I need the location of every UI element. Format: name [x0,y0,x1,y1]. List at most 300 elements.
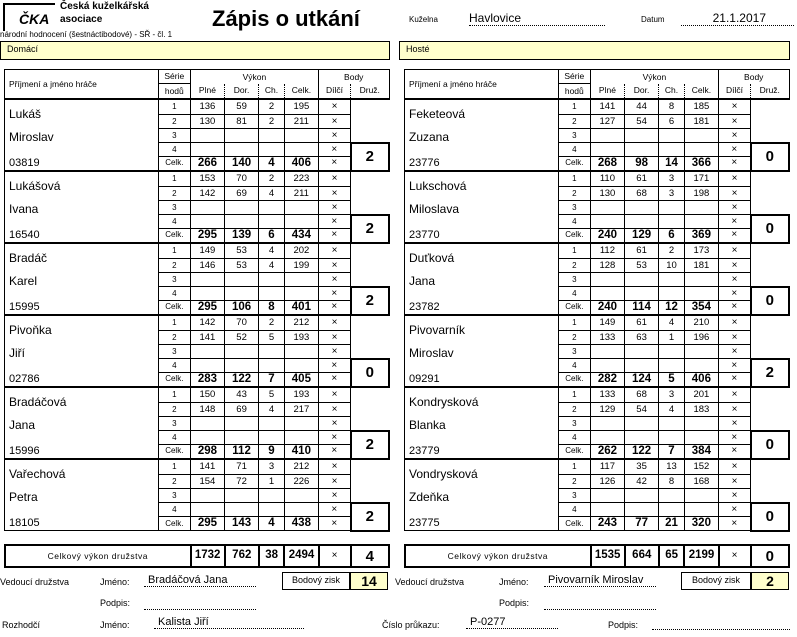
series-value [284,129,318,143]
series-number: 2 [158,475,190,489]
table-row [5,373,390,387]
partial-point-cross: × [718,187,750,201]
series-value: 1 [659,331,685,345]
table-row [405,129,790,143]
series-value [190,489,224,503]
series-value [284,417,318,431]
series-value [625,287,659,301]
series-value: 181 [684,259,718,273]
total-row-label: Celk. [158,229,190,243]
player-reg-number: 23770 [405,229,559,243]
partial-point-cross: × [318,403,350,417]
total-value: 410 [284,445,318,459]
summary-cross: × [719,545,751,567]
series-value [284,273,318,287]
partial-point-cross: × [718,287,750,301]
team-points-spacer [751,99,790,143]
series-value [684,417,718,431]
table-row [5,171,390,187]
series-value: 69 [225,403,259,417]
player-column-header: Příjmení a jméno hráče [405,70,559,99]
table-row [405,301,790,315]
series-value: 168 [684,475,718,489]
series-value [684,143,718,157]
table-row [5,387,390,403]
total-value: 243 [590,517,624,531]
table-row [5,243,390,259]
partial-point-cross: × [318,459,350,475]
total-value: 122 [625,445,659,459]
series-value [259,417,285,431]
series-value: 173 [684,243,718,259]
series-value [625,489,659,503]
table-row [5,315,390,331]
home-sign-label: Podpis: [100,598,131,608]
home-summary-table [4,544,390,568]
player-surname: Lukáš [5,99,159,129]
player-first-name: Miroslav [405,345,559,373]
competition-line: národní hodnocení (šestnáctibodové) - SŘ - čl. 1 [0,30,173,39]
series-value: 4 [259,403,285,417]
series-value [284,431,318,445]
partial-point-cross: × [318,387,350,403]
table-row [405,387,790,403]
total-value: 406 [284,157,318,171]
series-value [284,215,318,229]
series-value [225,129,259,143]
series-number: 3 [158,273,190,287]
series-value: 149 [190,243,224,259]
table-row [405,345,790,359]
referee-label: Rozhodčí [2,620,41,630]
series-value: 1 [259,475,285,489]
partial-point-cross: × [718,273,750,287]
summary-label: Celkový výkon družstva [5,545,191,567]
series-value [625,417,659,431]
series-value: 70 [225,171,259,187]
player-first-name: Karel [5,273,159,301]
player-column-header: Příjmení a jméno hráče [5,70,159,99]
table-row [5,345,390,359]
series-value [590,143,624,157]
full-column-header: Plné [590,84,624,99]
series-value [590,215,624,229]
total-row-label: Celk. [158,373,190,387]
total-value: 354 [684,301,718,315]
series-value: 127 [590,115,624,129]
series-value: 2 [659,243,685,259]
table-row [405,459,790,475]
series-value [225,345,259,359]
series-value: 4 [259,187,285,201]
player-reg-number: 18105 [5,517,159,531]
player-surname: Vařechová [5,459,159,489]
series-value: 61 [625,171,659,187]
date-value: 21.1.2017 [681,11,794,26]
series-value [590,287,624,301]
series-number: 3 [558,489,590,503]
points-column-header: Body [318,70,389,84]
total-value: 268 [590,157,624,171]
series-number: 3 [158,129,190,143]
table-row [405,99,790,115]
partial-point-cross: × [718,489,750,503]
series-value: 44 [625,99,659,115]
series-number: 2 [558,187,590,201]
series-value: 193 [284,331,318,345]
series-value: 212 [284,315,318,331]
series-number: 1 [558,171,590,187]
table-row [405,315,790,331]
series-value [684,503,718,517]
series-value: 202 [284,243,318,259]
series-number: 4 [158,215,190,229]
team-points-spacer [751,243,790,287]
series-value [225,215,259,229]
partial-point-cross: × [318,229,350,243]
performance-column-header: Výkon [590,70,718,84]
player-surname: Kondrysková [405,387,559,417]
series-value [625,129,659,143]
series-value [190,287,224,301]
series-number: 3 [558,129,590,143]
total-value: 9 [259,445,285,459]
team-points-spacer [351,315,390,359]
series-value: 150 [190,387,224,403]
series-number: 2 [558,115,590,129]
table-row [405,157,790,171]
series-value: 6 [659,115,685,129]
misses-column-header: Ch. [659,84,685,99]
series-value: 4 [659,315,685,331]
series-value [659,431,685,445]
series-number: 2 [558,475,590,489]
series-number: 4 [158,431,190,445]
series-value [225,359,259,373]
team-points-spacer [351,243,390,287]
header-row [405,70,790,84]
total-value: 114 [625,301,659,315]
series-value [190,215,224,229]
total-value: 298 [190,445,224,459]
header-row [5,70,390,84]
team-points-value: 2 [351,215,390,243]
player-first-name: Zuzana [405,129,559,157]
table-row [405,417,790,431]
series-number: 1 [558,99,590,115]
total-column-header: Celk. [684,84,718,99]
series-number: 3 [158,345,190,359]
series-number: 2 [158,259,190,273]
total-value: 98 [625,157,659,171]
team-points-value: 2 [351,431,390,459]
series-value: 146 [190,259,224,273]
referee-sign-label: Podpis: [608,620,639,630]
series-value: 130 [590,187,624,201]
total-value: 369 [684,229,718,243]
series-value [225,503,259,517]
player-reg-number: 23779 [405,445,559,459]
series-value: 42 [625,475,659,489]
series-column-header: Série [558,70,590,84]
series-value: 52 [225,331,259,345]
series-number: 4 [158,287,190,301]
table-row [5,489,390,503]
series-number: 3 [558,201,590,215]
team-points-value: 2 [351,143,390,171]
player-reg-number: 16540 [5,229,159,243]
partial-point-cross: × [318,129,350,143]
team-points-spacer [751,387,790,431]
series-column-header-2: hodů [558,84,590,99]
series-number: 3 [558,273,590,287]
series-value [590,359,624,373]
team-points-value: 0 [751,143,790,171]
series-number: 1 [558,315,590,331]
series-value [284,503,318,517]
partial-point-cross: × [718,259,750,273]
series-value [625,215,659,229]
clear-column-header: Dor. [625,84,659,99]
series-value: 35 [625,459,659,475]
summary-full: 1535 [591,545,625,567]
team-points-value: 0 [751,215,790,243]
table-row [405,445,790,459]
table-row [5,301,390,315]
total-value: 4 [259,157,285,171]
partial-point-cross: × [718,201,750,215]
full-column-header: Plné [190,84,224,99]
partial-point-cross: × [718,373,750,387]
series-value: 63 [625,331,659,345]
points-column-header: Body [718,70,789,84]
total-row-label: Celk. [158,301,190,315]
total-value: 295 [190,229,224,243]
series-value [625,503,659,517]
referee-card-label: Číslo průkazu: [382,620,440,630]
partial-point-cross: × [718,459,750,475]
series-value [284,287,318,301]
series-value [590,273,624,287]
series-number: 3 [158,417,190,431]
away-leader-label: Vedoucí družstva [395,577,465,587]
total-value: 7 [659,445,685,459]
total-value: 139 [225,229,259,243]
series-value [590,489,624,503]
series-value [190,345,224,359]
series-number: 4 [158,503,190,517]
player-reg-number: 09291 [405,373,559,387]
partial-point-cross: × [318,259,350,273]
series-value [259,503,285,517]
series-value [190,201,224,215]
series-value [190,431,224,445]
series-value: 148 [190,403,224,417]
player-first-name: Jana [405,273,559,301]
table-row [5,99,390,115]
player-first-name: Ivana [5,201,159,229]
partial-point-cross: × [318,315,350,331]
series-value: 43 [225,387,259,403]
home-results-table [4,69,390,532]
team-points-spacer [351,459,390,503]
series-value: 61 [625,243,659,259]
away-results-table [404,69,790,532]
table-row [5,417,390,431]
series-value: 70 [225,315,259,331]
table-row [405,243,790,259]
series-value: 2 [259,171,285,187]
player-surname: Feketeová [405,99,559,129]
series-value [659,489,685,503]
series-value [659,129,685,143]
series-value: 53 [225,259,259,273]
series-value [684,273,718,287]
series-number: 2 [558,259,590,273]
summary-points: 4 [351,545,389,567]
player-surname: Duťková [405,243,559,273]
series-value: 2 [259,315,285,331]
partial-point-cross: × [318,331,350,345]
partial-point-cross: × [318,517,350,531]
series-value [625,431,659,445]
series-value: 69 [225,187,259,201]
summary-row [405,545,789,567]
series-value: 133 [590,387,624,403]
total-value: 434 [284,229,318,243]
series-value: 149 [590,315,624,331]
table-row [405,171,790,187]
series-value: 181 [684,115,718,129]
total-row-label: Celk. [558,229,590,243]
team-points-value: 2 [351,287,390,315]
home-score-value: 14 [350,572,388,590]
partial-point-cross: × [318,115,350,129]
player-surname: Pivoňka [5,315,159,345]
series-number: 4 [158,359,190,373]
player-reg-number: 02786 [5,373,159,387]
partial-point-cross: × [718,359,750,373]
series-value [259,345,285,359]
player-surname: Pivovarník [405,315,559,345]
summary-total: 2199 [684,545,718,567]
player-reg-number: 23776 [405,157,559,171]
series-value [684,201,718,215]
summary-cross: × [319,545,351,567]
series-value: 5 [259,387,285,403]
partial-point-cross: × [318,489,350,503]
total-value: 6 [659,229,685,243]
total-value: 21 [659,517,685,531]
series-value [225,287,259,301]
series-value: 68 [625,387,659,403]
total-row-label: Celk. [158,157,190,171]
total-value: 401 [284,301,318,315]
total-value: 77 [625,517,659,531]
partial-point-cross: × [718,445,750,459]
total-value: 106 [225,301,259,315]
player-first-name: Miroslav [5,129,159,157]
series-value: 141 [190,331,224,345]
total-row-label: Celk. [158,517,190,531]
series-value [190,129,224,143]
player-first-name: Jiří [5,345,159,373]
series-value: 3 [659,171,685,187]
misses-column-header: Ch. [259,84,285,99]
org-name-line1: Česká kuželkářská [60,1,149,12]
total-value: 282 [590,373,624,387]
partial-point-cross: × [318,445,350,459]
series-value [625,359,659,373]
referee-name-label: Jméno: [100,620,130,630]
series-value [259,215,285,229]
partial-point-cross: × [318,287,350,301]
series-value: 2 [259,115,285,129]
partial-point-cross: × [318,201,350,215]
partial-point-cross: × [318,143,350,157]
total-value: 6 [259,229,285,243]
partial-points-header: Dílčí [318,84,350,99]
series-value [190,417,224,431]
total-value: 283 [190,373,224,387]
team-points-spacer [351,99,390,143]
series-value: 59 [225,99,259,115]
partial-point-cross: × [718,503,750,517]
series-column-header-2: hodů [158,84,190,99]
series-number: 1 [158,99,190,115]
date-label: Datum [641,15,665,24]
series-value [259,489,285,503]
series-number: 4 [558,359,590,373]
table-row [5,459,390,475]
series-value [284,143,318,157]
partial-point-cross: × [318,345,350,359]
series-value: 183 [684,403,718,417]
player-first-name: Zdeňka [405,489,559,517]
series-value: 142 [190,315,224,331]
series-value [259,129,285,143]
partial-point-cross: × [318,215,350,229]
table-row [5,273,390,287]
team-points-spacer [351,387,390,431]
total-value: 240 [590,301,624,315]
table-row [405,517,790,531]
series-value: 201 [684,387,718,403]
series-value [659,503,685,517]
series-value: 72 [225,475,259,489]
series-value: 199 [284,259,318,273]
performance-column-header: Výkon [190,70,318,84]
series-value: 217 [284,403,318,417]
team-points-spacer [751,315,790,359]
player-surname: Bradáč [5,243,159,273]
partial-point-cross: × [318,431,350,445]
summary-label: Celkový výkon družstva [405,545,591,567]
series-value: 3 [659,187,685,201]
partial-point-cross: × [718,115,750,129]
partial-point-cross: × [718,315,750,331]
series-value: 8 [659,99,685,115]
summary-misses: 65 [659,545,685,567]
series-number: 4 [558,503,590,517]
series-value [225,417,259,431]
total-row-label: Celk. [558,517,590,531]
series-value: 136 [190,99,224,115]
series-value: 13 [659,459,685,475]
series-value: 68 [625,187,659,201]
series-value: 3 [659,387,685,403]
player-surname: Lukášová [5,171,159,201]
